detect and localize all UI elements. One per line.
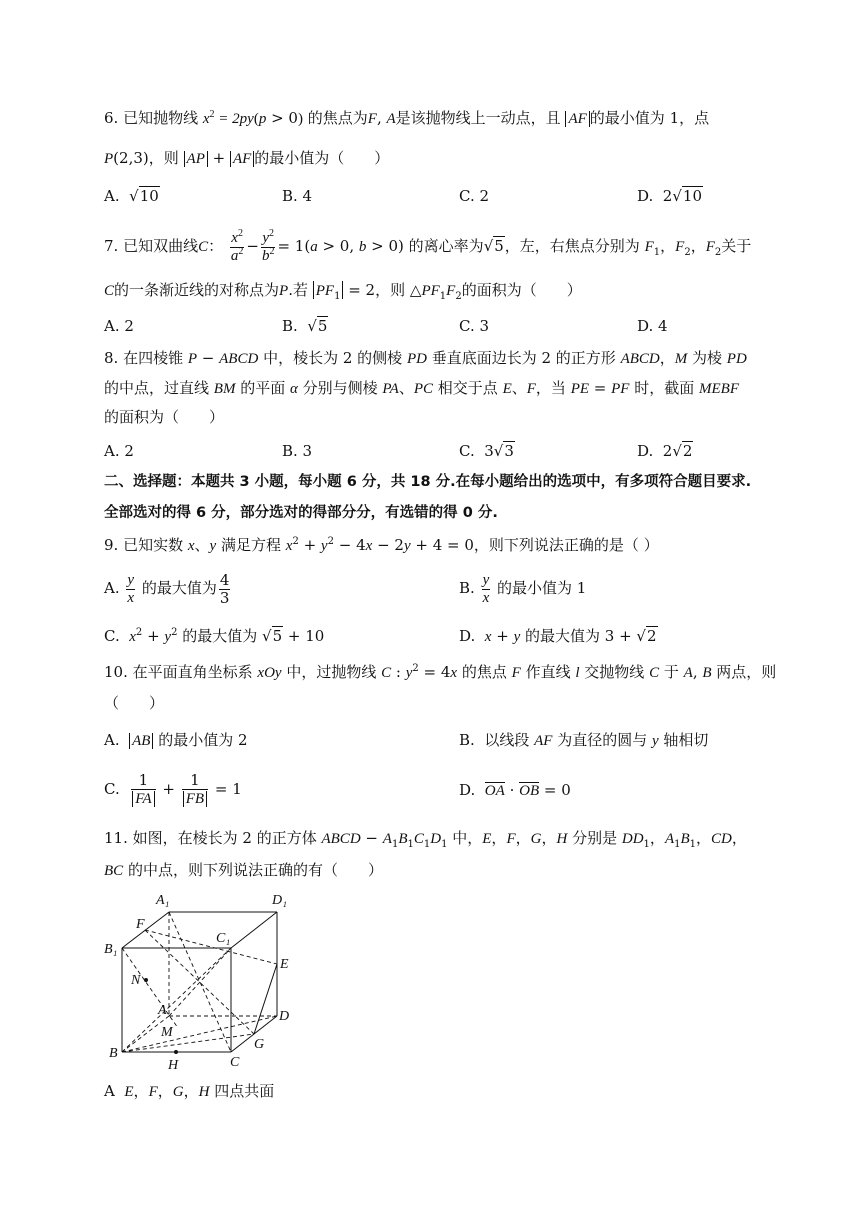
point-n bbox=[144, 978, 148, 982]
section2-header-line1: 二、选择题：本题共 3 小题，每小题 6 分，共 18 分.在每小题给出的选项中，有多项符合题目要求. bbox=[104, 474, 752, 490]
q9-stem: 9. 已知实数 x、y 满足方程 $x^2 + y^2 - 4x - 2y + 4 = 0$，则下列说法正确的是（ ） bbox=[104, 536, 659, 554]
label-d1: D₁ bbox=[272, 893, 287, 908]
q6-line2: P(2,3)，则 AP + AF 的最小值为（ ） bbox=[104, 149, 390, 167]
q8-option-c: C. 3√3 bbox=[459, 442, 514, 460]
q11-stem-line1: 11. 如图，在棱长为 2 的正方体 ABCD − $A_1B_1C_1D_1$ 中，E，F，G，H 分别是 $DD_1$，$A_1B_1$，CD， bbox=[104, 829, 747, 850]
q9-option-a: A. $\frac{y}{x}$ 的最大值为 $\frac{4}{3}$ bbox=[104, 570, 230, 607]
q9-option-d: D. x + y 的最大值为 3 + √2 bbox=[459, 627, 657, 645]
label-n: N bbox=[131, 973, 141, 988]
q6-option-b: B. 4 bbox=[282, 187, 313, 205]
q8-line3: 的面积为（ ） bbox=[104, 408, 225, 426]
segment-bc1 bbox=[122, 948, 231, 1052]
q8-option-a: A. 2 bbox=[104, 442, 134, 460]
label-h: H bbox=[168, 1058, 179, 1073]
label-g: G bbox=[254, 1037, 265, 1052]
q8-option-d: D. 2√2 bbox=[637, 442, 693, 460]
q9-option-b: B. $\frac{y}{x}$ 的最小值为 1 bbox=[459, 571, 587, 606]
q10-stem-line1: 10. 在平面直角坐标系 xOy 中，过抛物线 C : $y^2 = 4x$ 的焦点 F 作直线 l 交抛物线 C 于 A, B 两点，则 bbox=[104, 663, 777, 681]
label-a: A bbox=[158, 1003, 167, 1018]
q8-line2: 的中点，过直线 BM 的平面 α 分别与侧棱 PA、PC 相交于点 E、F，当 PE = PF 时，截面 MEBF bbox=[104, 379, 739, 397]
q7-line1: 7. 已知双曲线C： $\frac{x^2}{a^2}$ − $\frac{y^2}{b^2}$ = 1(a > 0, b > 0) 的离心率为√5，左，右焦点分别为 $F_1$，$F_2$，$F_2$关于 bbox=[104, 227, 752, 264]
q10-option-d: D. OA · OB = 0 bbox=[459, 781, 571, 799]
label-b: B bbox=[109, 1046, 118, 1061]
label-c1: C₁ bbox=[216, 931, 231, 946]
q6-option-d: D. 2√10 bbox=[637, 187, 702, 205]
label-c: C bbox=[230, 1055, 240, 1070]
label-d: D bbox=[279, 1009, 290, 1024]
edge-c1d1 bbox=[231, 912, 277, 948]
label-f: F bbox=[136, 917, 145, 932]
point-h bbox=[174, 1050, 178, 1054]
q7-option-d: D. 4 bbox=[637, 317, 668, 335]
q7-option-a: A. 2 bbox=[104, 317, 134, 335]
q11-option-a: A E，F，G，H 四点共面 bbox=[104, 1082, 275, 1100]
q11-stem-line2: BC 的中点，则下列说法正确的有（ ） bbox=[104, 861, 383, 879]
cube-figure bbox=[100, 888, 310, 1078]
segment-fe bbox=[145, 930, 277, 964]
q8-option-b: B. 3 bbox=[282, 442, 313, 460]
q6-option-a: A. √10 bbox=[104, 187, 159, 205]
q7-option-b: B. √5 bbox=[282, 317, 328, 335]
label-e: E bbox=[280, 957, 289, 972]
segment-ac1 bbox=[169, 948, 231, 1016]
section2-header-line2: 全部选对的得 6 分，部分选对的得部分分，有选错的得 0 分. bbox=[104, 505, 498, 521]
q10-option-c: C. $\frac{1}{FA}$ + $\frac{1}{FB}$ = 1 bbox=[104, 771, 242, 807]
segment-eg bbox=[254, 964, 277, 1034]
q6-option-c: C. 2 bbox=[459, 187, 490, 205]
q8-line1: 8. 在四棱锥 P − ABCD 中，棱长为 2 的侧棱 PD 垂直底面边长为 2 的正方形 ABCD，M 为棱 PD bbox=[104, 349, 747, 367]
q7-line2: C的一条渐近线的对称点为P.若 $PF_1 = 2$，则 $\triangle PF_1F_2$的面积为（ ） bbox=[104, 281, 582, 302]
q9-option-c: C. $x^2 + y^2$ 的最大值为 √5 + 10 bbox=[104, 627, 325, 645]
q7-option-c: C. 3 bbox=[459, 317, 490, 335]
label-b1: B₁ bbox=[104, 942, 118, 957]
q10-stem-line2: （ ） bbox=[104, 694, 165, 712]
q10-option-a: A. AB 的最小值为 2 bbox=[104, 731, 248, 749]
q10-option-b: B. 以线段 AF 为直径的圆与 y 轴相切 bbox=[459, 731, 709, 749]
q6-line1: 6. 已知抛物线 $x^2 = 2py(p > 0)$ 的焦点为F, A是该抛物线上一动点，且 AF 的最小值为 1，点 bbox=[104, 109, 710, 127]
label-m: M bbox=[161, 1025, 173, 1040]
label-a1: A₁ bbox=[156, 893, 170, 908]
